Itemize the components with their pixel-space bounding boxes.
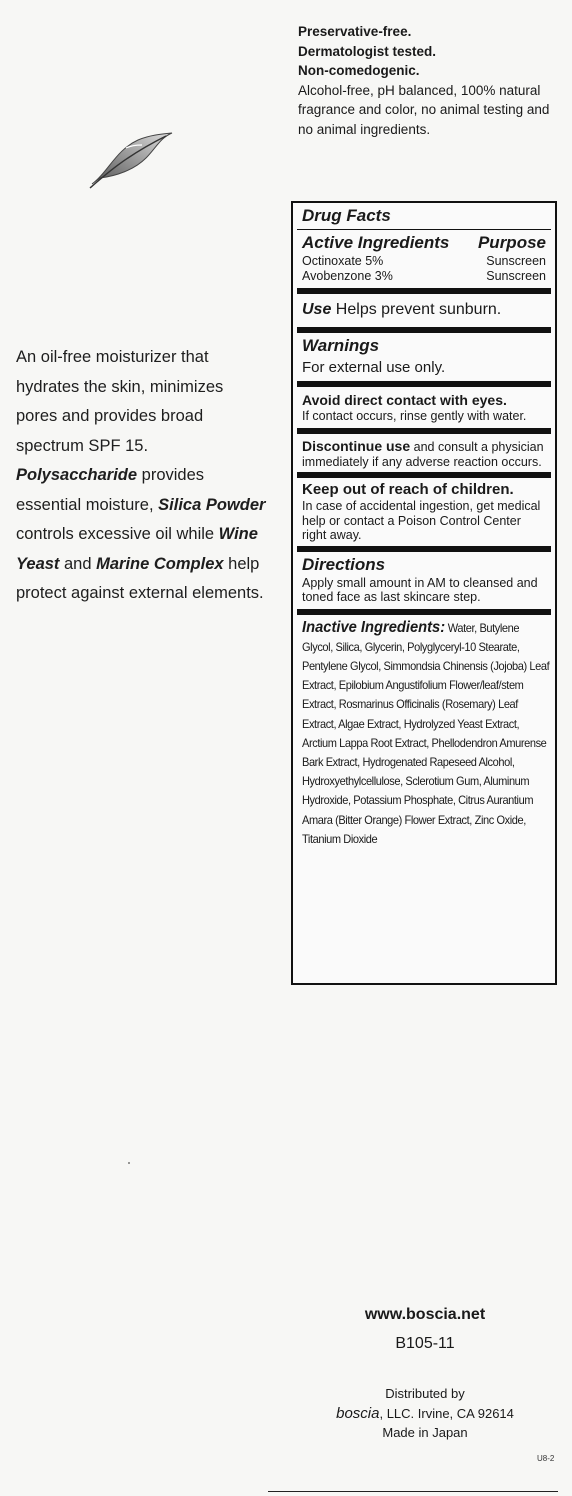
ingredient-highlight: Silica Powder: [158, 495, 266, 514]
active-ingredients-heading: Active Ingredients: [302, 233, 450, 252]
claims-text: Alcohol-free, pH balanced, 100% natural fragrance and color, no animal testing and no animal ingredients.: [298, 82, 550, 137]
active-ingredient-row: [302, 254, 546, 269]
ingredient-highlight: Wine Yeast: [16, 525, 258, 573]
directions-section: [297, 547, 551, 610]
description-text: help protect against external elements.: [16, 554, 264, 602]
children-warning-heading: Keep out of reach of children.: [302, 481, 514, 498]
ingredient-purpose: Sunscreen: [486, 268, 546, 283]
ingredient-highlight: Marine Complex: [96, 554, 224, 573]
label-footer: [300, 1304, 550, 1443]
distributor-address: , LLC. Irvine, CA 92614: [379, 1405, 514, 1421]
distributed-by: Distributed by: [385, 1386, 465, 1401]
warnings-section: [297, 328, 551, 382]
discontinue-text: and consult a physician immediately if any adverse reaction occurs.: [302, 439, 544, 469]
use-section: [297, 289, 551, 328]
use-label: Use: [302, 301, 332, 318]
warnings-title: Warnings: [302, 336, 380, 355]
eyes-warning-text: If contact occurs, rinse gently with water.: [302, 409, 527, 423]
directions-title: Directions: [302, 554, 386, 574]
warnings-text: For external use only.: [302, 359, 446, 376]
ingredient-name: Octinoxate 5%: [302, 254, 384, 268]
print-speck: [128, 1162, 130, 1164]
directions-text: Apply small amount in AM to cleansed and toned face as last skincare step.: [302, 575, 538, 604]
product-claims: [298, 22, 560, 139]
made-in: Made in Japan: [382, 1425, 468, 1440]
children-warning: [297, 473, 551, 547]
distributor-block: [300, 1384, 550, 1443]
drug-facts-header: [297, 203, 551, 230]
eyes-warning: [297, 382, 551, 429]
ingredient-purpose: Sunscreen: [486, 254, 546, 268]
claim-preservative-free: Preservative-free.: [298, 24, 412, 39]
use-text: Helps prevent sunburn.: [331, 301, 502, 318]
inactive-ingredients-list: Water, Butylene Glycol, Silica, Glycerin, Polyglyceryl-10 Stearate, Pentylene Glycol, Simmondsia Chinensis (Jojoba) Leaf Extract, Epilobium Angustifolium Flower/leaf/stem Extract, Rosmarinus Officinalis (Rosemary) Leaf Extract, Algae Extract, Hydrolyzed Yeast Extract, Arctium Lappa Root Extract, Phellodendron Amurense Bark Extract, Hydrogenated Rapeseed Alcohol, Hydroxyethylcellulose, Sclerotium Gum, Aluminum Hydroxide, Potassium Phosphate, Citrus Aurantium Amara (Bitter Orange) Flower Extract, Zinc Oxide, Titanium Dioxide: [302, 620, 550, 846]
inactive-ingredients-label: Inactive Ingredients:: [302, 618, 446, 636]
active-ingredients-section: [297, 230, 551, 289]
drug-facts-panel: [291, 201, 557, 985]
active-ingredient-row: [302, 269, 546, 284]
discontinue-warning: [297, 429, 551, 474]
leaf-icon: [86, 128, 174, 190]
product-description: [16, 343, 266, 609]
drug-facts-title: Drug Facts: [302, 206, 391, 225]
description-intro: An oil-free moisturizer that hydrates the skin, minimizes pores and provides broad spectrum SPF 15.: [16, 348, 224, 455]
brand-name: boscia: [336, 1404, 380, 1422]
ingredient-highlight: Polysaccharide: [16, 466, 138, 484]
eyes-warning-heading: Avoid direct contact with eyes.: [302, 392, 507, 408]
claim-dermatologist-tested: Dermatologist tested.: [298, 43, 437, 59]
print-code: U8-2: [537, 1454, 555, 1463]
ingredient-name: Avobenzone 3%: [302, 268, 393, 283]
website-url: www.boscia.net: [364, 1306, 486, 1323]
description-text: provides essential moisture,: [16, 466, 205, 514]
discontinue-heading: Discontinue use: [302, 437, 411, 454]
description-text: controls excessive oil while: [16, 525, 219, 543]
purpose-heading: Purpose: [477, 233, 546, 252]
inactive-ingredients-section: [297, 610, 551, 851]
description-text: and: [59, 554, 97, 573]
children-warning-text: In case of accidental ingestion, get medical help or contact a Poison Control Center right away.: [302, 499, 541, 542]
cut-line: [268, 1491, 558, 1492]
claim-non-comedogenic: Non-comedogenic.: [298, 63, 420, 78]
product-code: B105-11: [395, 1335, 455, 1352]
